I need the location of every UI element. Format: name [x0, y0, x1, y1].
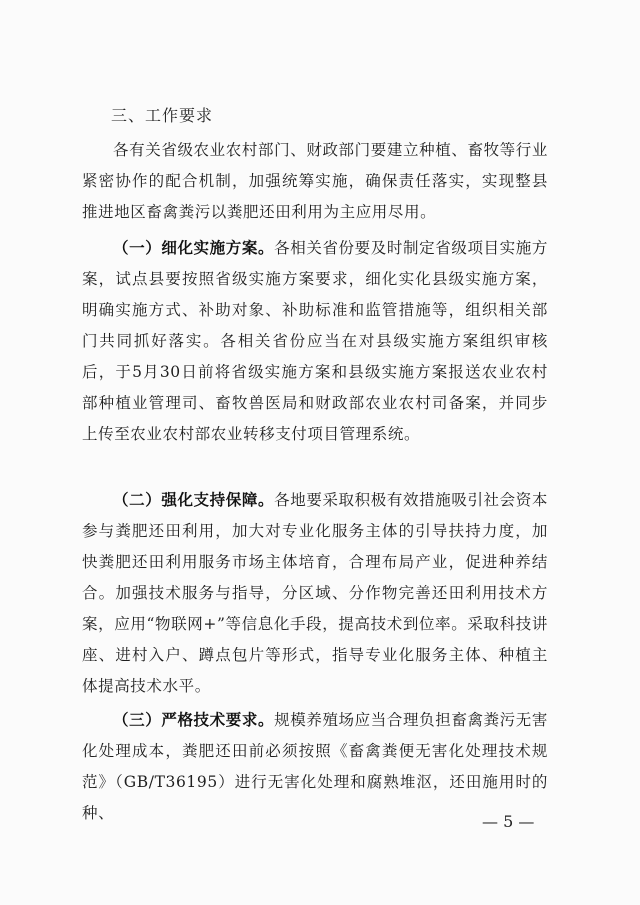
paragraph-text: 各有关省级农业农村部门、财政部门要建立种植、畜牧等行业紧密协作的配合机制，加强统筹实施，确保责任落实，实现整县推进地区畜禽粪污以粪肥还田利用为主应用尽用。	[82, 141, 548, 221]
section-heading: 三、工作要求	[111, 106, 214, 125]
paragraph-text: 各相关省份要及时制定省级项目实施方案，试点县要按照省级实施方案要求，细化实化县级实施方案，明确实施方式、补助对象、补助标准和监管措施等，组织相关部门共同抓好落实。各相关省份应当在对县级实施方案组织审核后，于5月30日前将省级实施方案和县级实施方案报送农业农村部种植业管理司、畜牧兽医局和财政部农业农村司备案，并同步上传至农业农村部农业转移支付项目管理系统。	[82, 239, 548, 443]
paragraph-text: 各地要采取积极有效措施吸引社会资本参与粪肥还田利用，加大对专业化服务主体的引导扶持力度，加快粪肥还田利用服务市场主体培育，合理布局产业，促进种养结合。加强技术服务与指导，分区域、分作物完善还田利用技术方案，应用“物联网+”等信息化手段，提高技术到位率。采取科技讲座、进村入户、蹲点包片等形式，指导专业化服务主体、种植主体提高技术水平。	[82, 491, 548, 695]
page-number: — 5 —	[482, 812, 535, 831]
paragraph-intro	[82, 135, 548, 228]
paragraph-lead: （三）严格技术要求。	[113, 711, 275, 729]
paragraph-support	[82, 485, 548, 702]
paragraph-text: 规模养殖场应当合理负担畜禽粪污无害化处理成本，粪肥还田前必须按照《畜禽粪便无害化处理技术规范》（GB/T36195）进行无害化处理和腐熟堆沤，还田施用时的种、	[82, 711, 548, 822]
paragraph-implementation-plan	[82, 233, 548, 450]
paragraph-lead: （一）细化实施方案。	[113, 239, 275, 257]
paragraph-technical	[82, 705, 548, 829]
paragraph-lead: （二）强化支持保障。	[113, 491, 275, 509]
